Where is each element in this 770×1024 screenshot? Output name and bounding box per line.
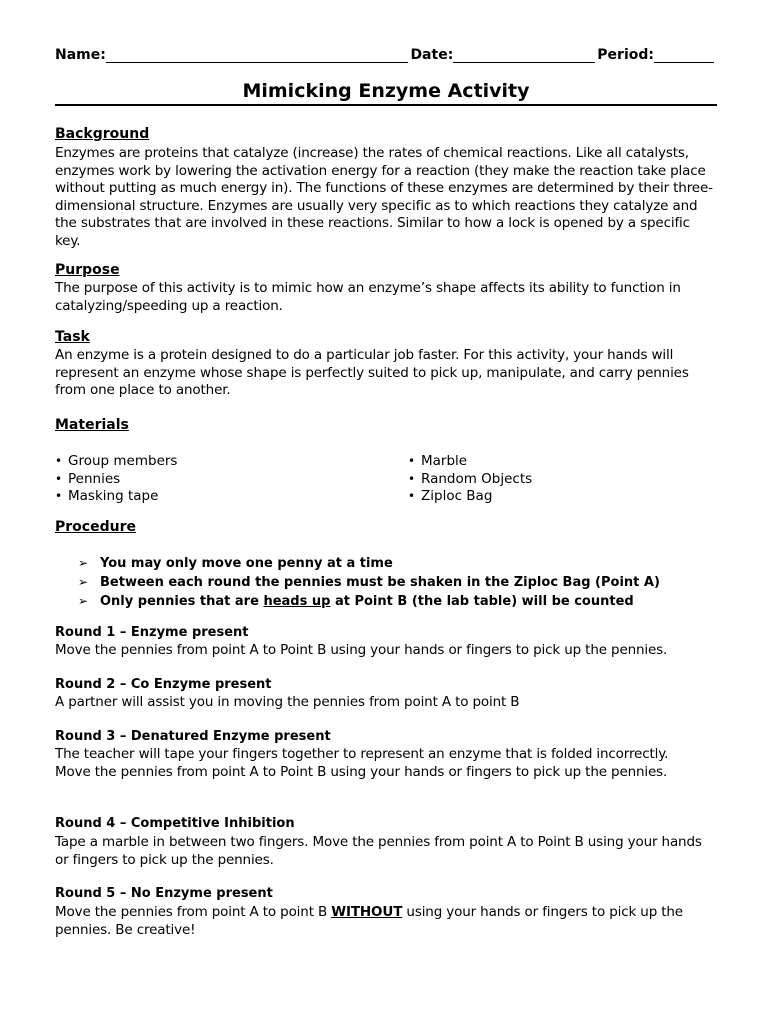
background-text: Enzymes are proteins that catalyze (increase) the rates of chemical reactions. Like all catalysts, enzymes work by lowering the activation energy for a reaction (they make the reaction take place without putting as much energy in). The functions of these enzymes are determined by their three-dimensional structure. Enzymes are usually very specific as to which reactions they catalyze and the substrates that are involved in these reactions. Similar to how a lock is opened by a specific key. <box>55 145 713 249</box>
materials-list-right <box>408 453 532 506</box>
student-info-header <box>55 47 714 63</box>
materials-list-left <box>55 453 177 506</box>
round-2-text: A partner will assist you in moving the pennies from point A to point B <box>55 694 520 710</box>
list-item: • Marble <box>408 453 532 471</box>
round-1-title: Round 1 – Enzyme present <box>55 625 249 640</box>
procedure-rules <box>78 554 660 611</box>
date-label: Date: <box>410 47 454 63</box>
purpose-heading: Purpose <box>55 262 120 278</box>
round-3-text-1: The teacher will tape your fingers together to represent an enzyme that is folded incorrectly. <box>55 746 669 762</box>
period-label: Period: <box>597 47 654 63</box>
round-1-text: Move the pennies from point A to Point B using your hands or fingers to pick up the pennies. <box>55 642 668 658</box>
period-blank <box>654 48 714 63</box>
list-item: • Masking tape <box>55 488 177 506</box>
rule-item: ➢ Between each round the pennies must be shaken in the Ziploc Bag (Point A) <box>78 573 660 592</box>
rule-item: ➢ You may only move one penny at a time <box>78 554 660 573</box>
round-2-title: Round 2 – Co Enzyme present <box>55 677 272 692</box>
list-item: • Pennies <box>55 471 177 489</box>
round-3-title: Round 3 – Denatured Enzyme present <box>55 729 331 744</box>
round-5-title: Round 5 – No Enzyme present <box>55 886 273 901</box>
purpose-text: The purpose of this activity is to mimic how an enzyme’s shape affects its ability to function in catalyzing/speeding up a reaction. <box>55 280 681 314</box>
task-heading: Task <box>55 329 90 345</box>
date-blank <box>453 48 595 63</box>
without-emphasis: WITHOUT <box>331 904 403 920</box>
list-item: • Random Objects <box>408 471 532 489</box>
round-4-title: Round 4 – Competitive Inhibition <box>55 816 295 831</box>
heads-up-emphasis: heads up <box>263 594 331 609</box>
rule-item: ➢ Only pennies that are heads up at Point B (the lab table) will be counted <box>78 592 660 611</box>
background-heading: Background <box>55 126 150 142</box>
round-5-text: Move the pennies from point A to point B WITHOUT using your hands or fingers to pick up the pennies. Be creative! <box>55 904 683 938</box>
name-label: Name: <box>55 47 106 63</box>
page-title: Mimicking Enzyme Activity <box>55 80 717 106</box>
list-item: • Ziploc Bag <box>408 488 532 506</box>
list-item: • Group members <box>55 453 177 471</box>
round-4-text: Tape a marble in between two fingers. Move the pennies from point A to Point B using your hands or fingers to pick up the pennies. <box>55 834 702 868</box>
task-text: An enzyme is a protein designed to do a particular job faster. For this activity, your hands will represent an enzyme whose shape is perfectly suited to pick up, manipulate, and carry pennies from one place to another. <box>55 347 689 399</box>
name-blank <box>106 48 409 63</box>
materials-heading: Materials <box>55 417 129 433</box>
procedure-heading: Procedure <box>55 519 136 535</box>
round-3-text-2: Move the pennies from point A to Point B using your hands or fingers to pick up the pennies. <box>55 764 668 780</box>
